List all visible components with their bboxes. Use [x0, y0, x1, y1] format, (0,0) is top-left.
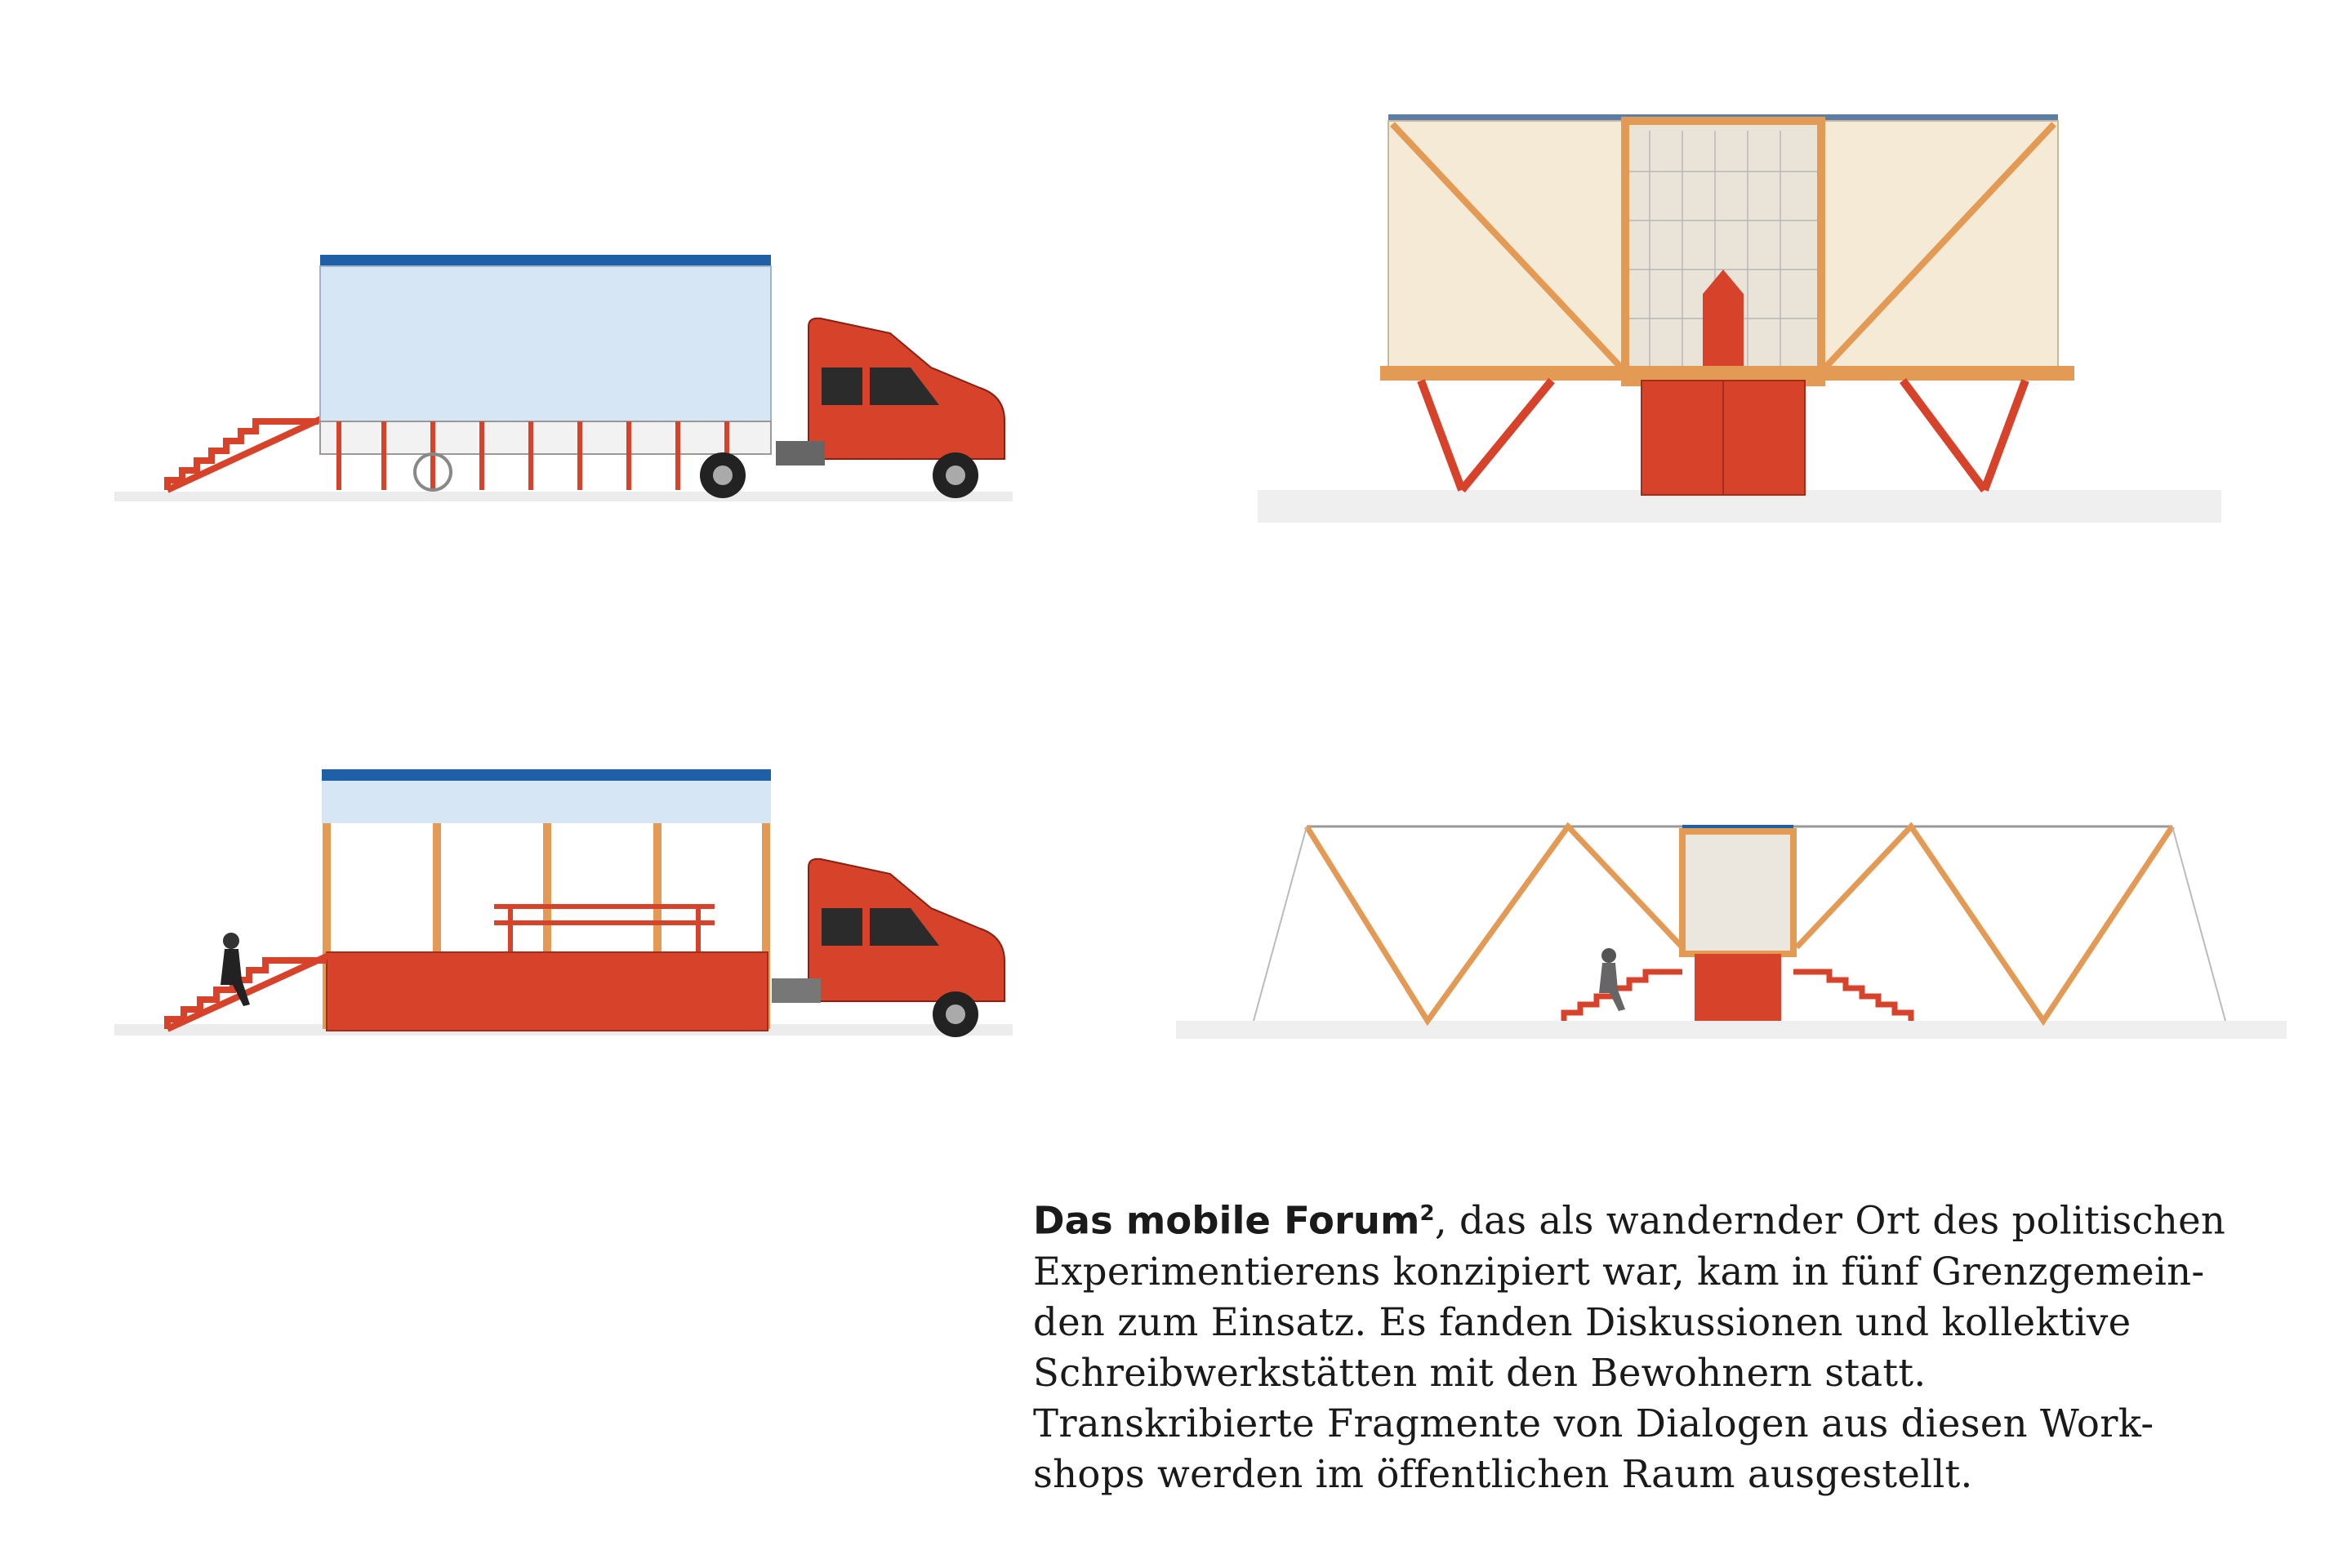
caption-line-2: Experimentierens konzipiert war, kam in fünf Grenzgemein- [1033, 1249, 2205, 1294]
caption-line-1: Das mobile Forum$^2$, das als wandernder Ort des politischen [1033, 1198, 2226, 1243]
truck-side-closed-drawing [106, 245, 1013, 523]
ground [1176, 1021, 2287, 1039]
canopy [322, 781, 771, 823]
caption-line-6: shops werden im öffentlichen Raum ausgestellt. [1033, 1451, 1973, 1496]
truck-side-open-drawing [106, 760, 1013, 1078]
container-body [320, 266, 771, 421]
caption-line-3: den zum Einsatz. Es fanden Diskussionen und kollektive [1033, 1299, 2132, 1344]
chassis [320, 421, 771, 454]
center-frame [1682, 831, 1793, 954]
caption-text [1033, 1188, 2307, 1499]
center-base [1695, 954, 1781, 1021]
container-front-drawing [1258, 106, 2221, 564]
forum-front-expanded-drawing [1176, 817, 2287, 1078]
right-stairs [1793, 972, 1911, 1021]
caption-footnote-marker: 2 [1419, 1201, 1435, 1226]
floor-beam [1380, 366, 2074, 381]
table [494, 906, 715, 952]
caption-line-5: Transkribierte Fragmente von Dialogen aus diesen Work- [1033, 1401, 2154, 1446]
container-roof [320, 255, 771, 266]
ground [114, 492, 1013, 501]
stage-base [327, 952, 768, 1031]
caption-lead: Das mobile Forum [1033, 1198, 1420, 1243]
canopy-roof [322, 769, 771, 781]
seated-person [1599, 948, 1625, 1011]
caption-line-4: Schreibwerkstätten mit den Bewohnern statt. [1033, 1350, 1927, 1395]
left-stairs [1564, 972, 1682, 1021]
